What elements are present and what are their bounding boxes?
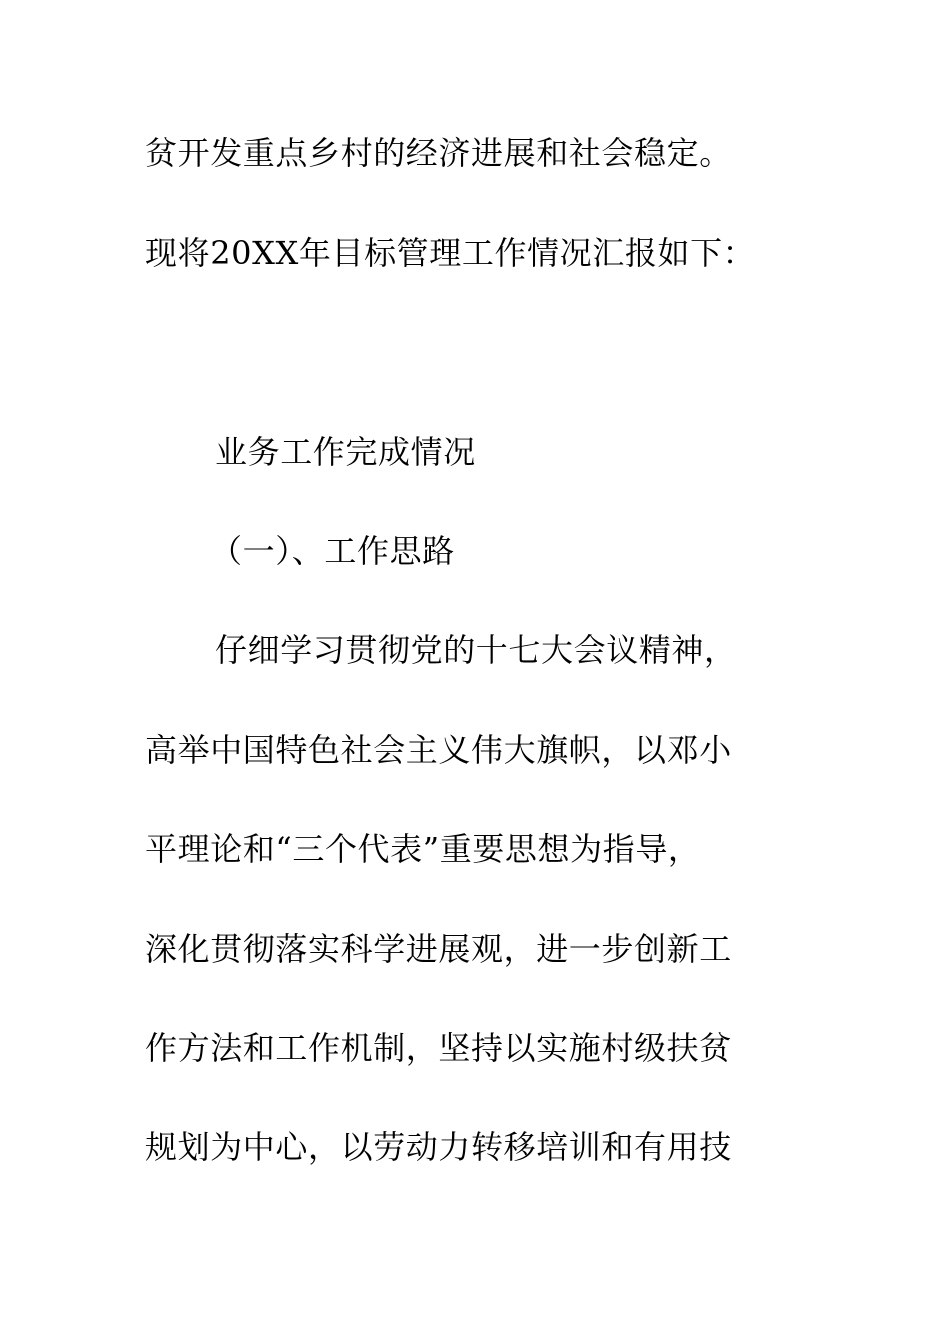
body-text-line: 深化贯彻落实科学进展观，进一步创新工 <box>145 930 732 968</box>
paragraph-first-line: 仔细学习贯彻党的十七大会议精神， <box>215 631 737 669</box>
body-text-line: 贫开发重点乡村的经济进展和社会稳定。 <box>145 134 732 172</box>
body-text-line: 作方法和工作机制，坚持以实施村级扶贫 <box>145 1029 732 1067</box>
section-heading: 业务工作完成情况 <box>215 433 476 471</box>
body-text-line: 高举中国特色社会主义伟大旗帜，以邓小 <box>145 731 732 769</box>
body-text-line: 规划为中心，以劳动力转移培训和有用技 <box>145 1128 732 1166</box>
body-text-line: 现将20XX年目标管理工作情况汇报如下： <box>145 234 756 272</box>
body-text-line: 平理论和“三个代表”重要思想为指导， <box>145 830 701 868</box>
subsection-heading: （一）、工作思路 <box>210 532 455 570</box>
